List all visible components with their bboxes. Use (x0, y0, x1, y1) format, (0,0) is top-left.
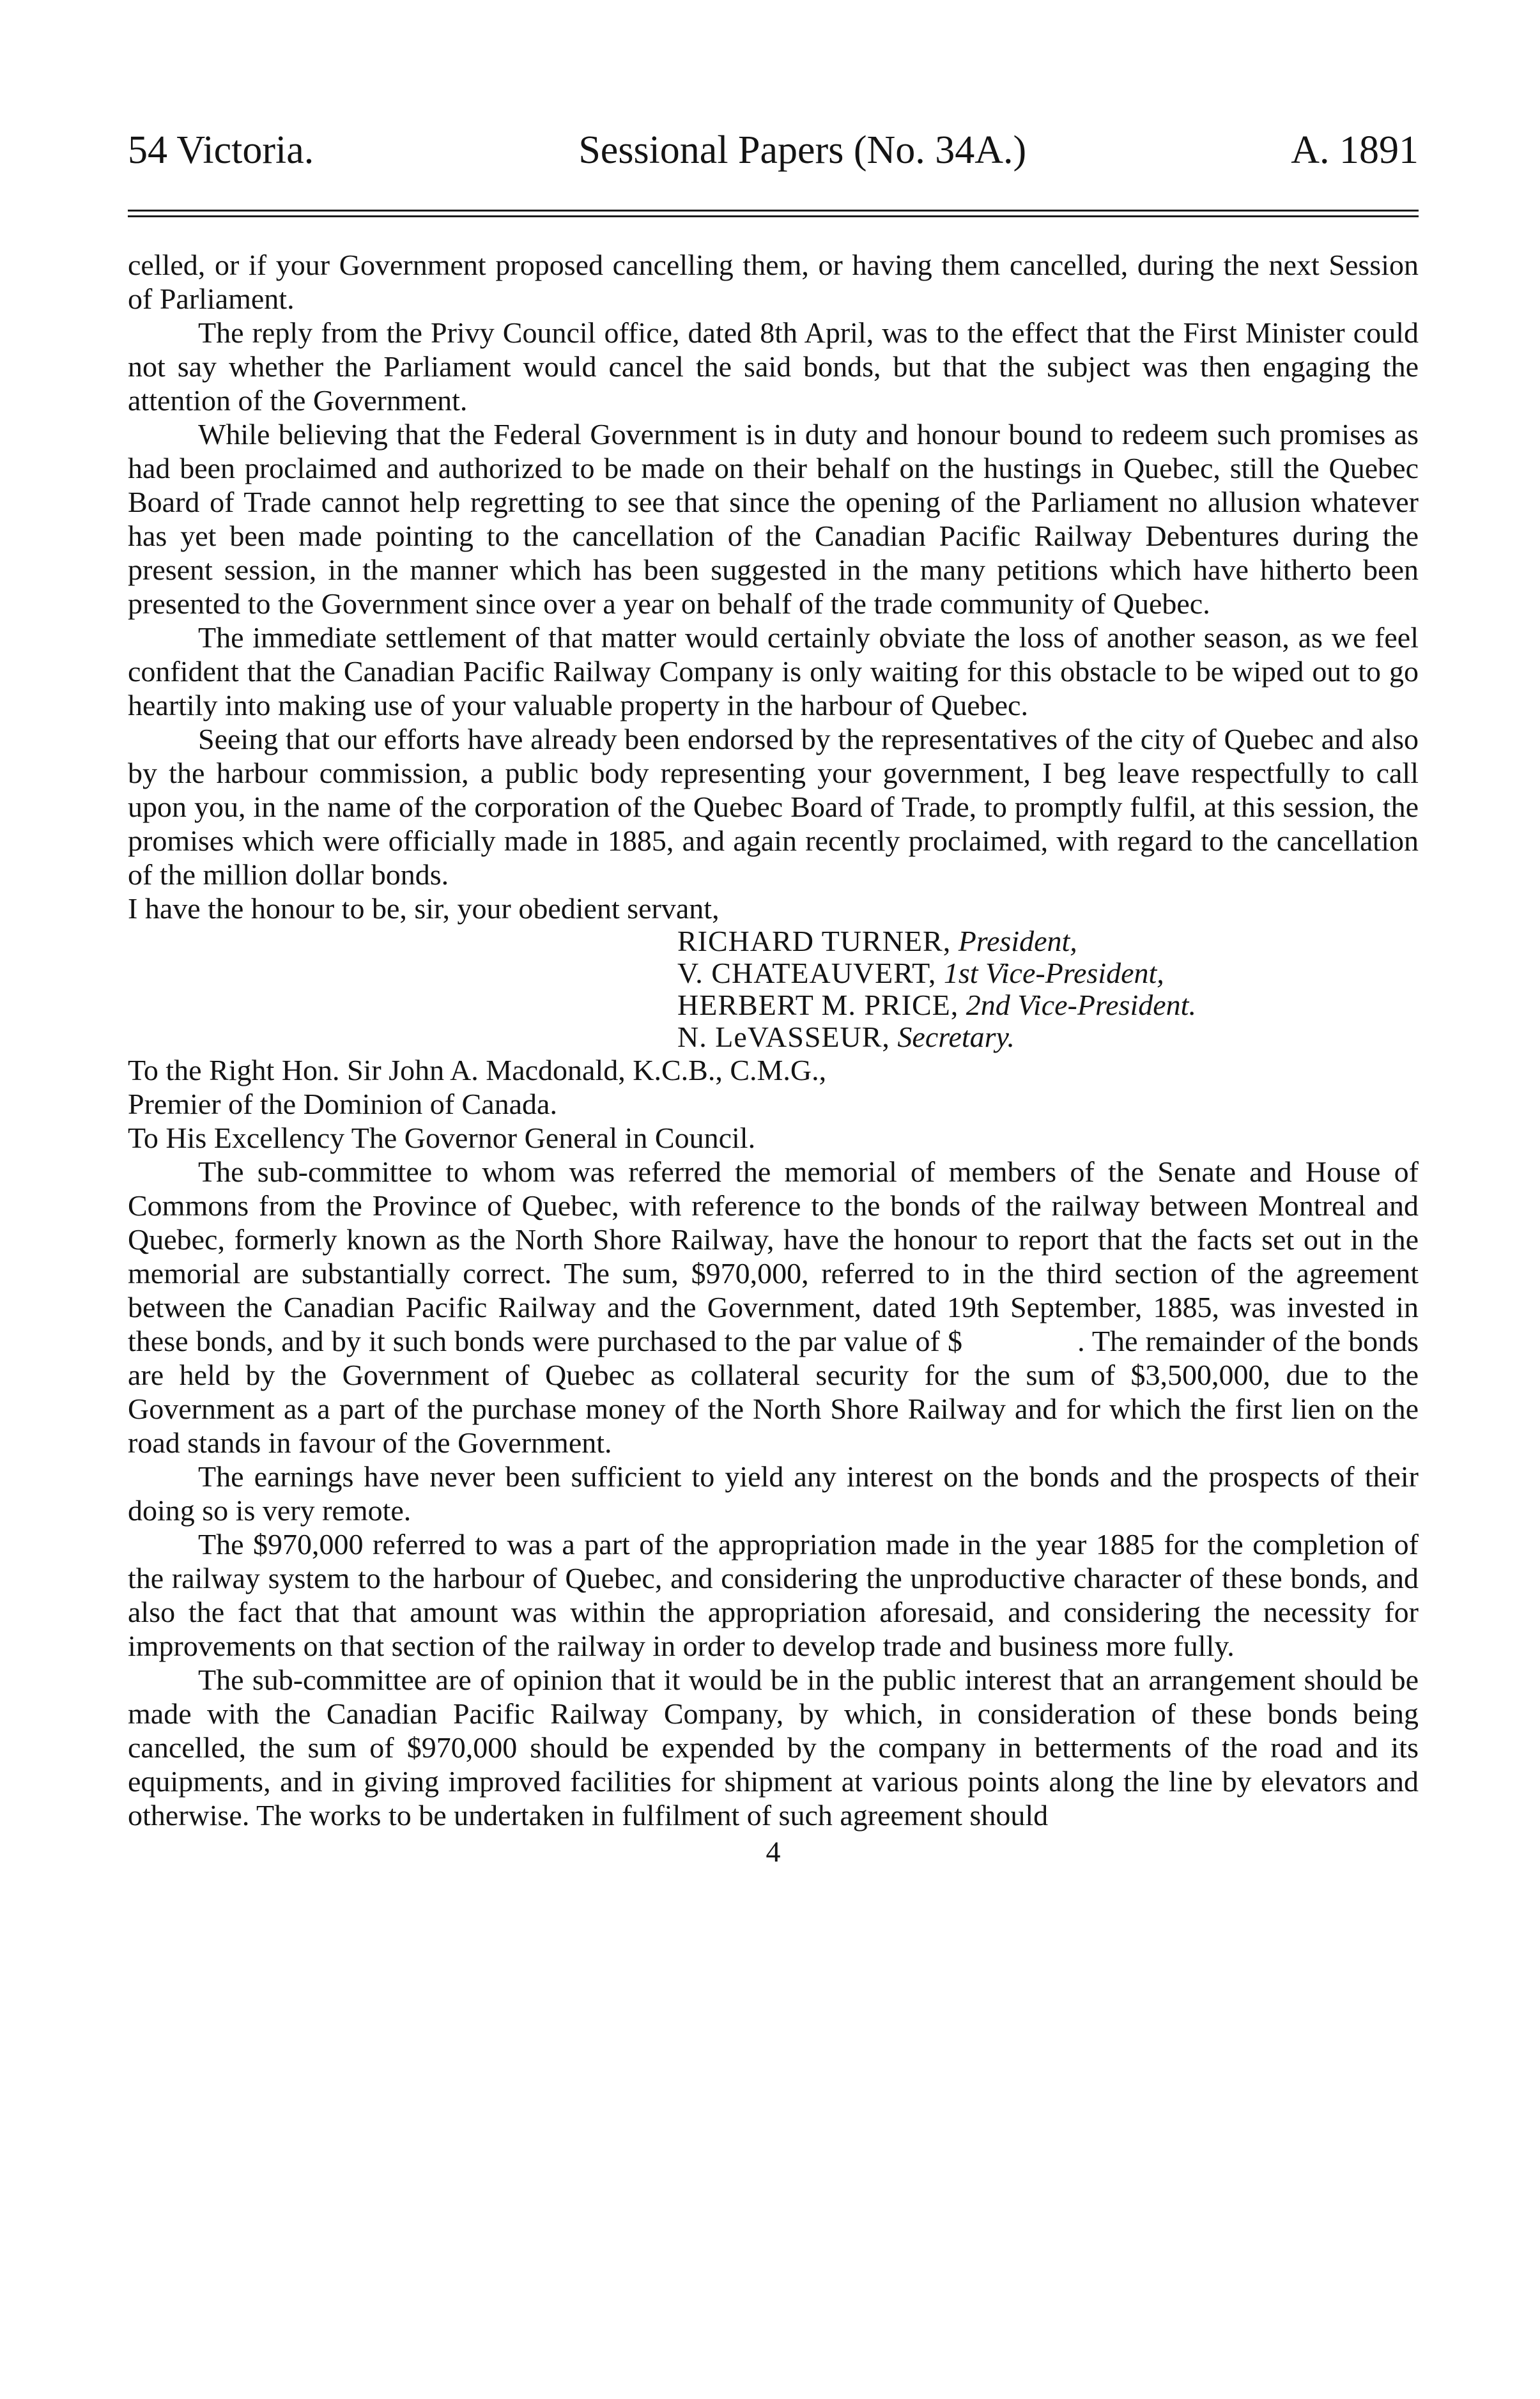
report-text-before-amount: The sub-committee to whom was referred the memorial of members of the Senate and House of Commons from the Province of Quebec, with reference to the bonds of the railway between Montreal and Quebec, formerly known as the North Shore Railway, have the honour to report that the facts set out in the memorial are substantially correct. The sum, $970,000, referred to in the third section of the agreement between the Canadian Pacific Railway and the Government, dated 19th September, 1885, was invested in these bonds, and by it such bonds were purchased to the par value of $ (128, 1155, 1419, 1357)
paragraph-immediate-settlement: The immediate settlement of that matter would certainly obviate the loss of another season, as we feel confident that the Canadian Pacific Railway Company is only waiting for this obstacle to be wiped out to go heartily into making use of your valuable property in the harbour of Quebec. (128, 621, 1419, 721)
signature-line (677, 957, 1419, 989)
signatory-name: V. CHATEAUVERT, (677, 957, 937, 989)
signatory-role: 2nd Vice-President. (966, 989, 1196, 1021)
paragraph-federal-government: While believing that the Federal Government is in duty and honour bound to redeem such promises as had been proclaimed and authorized to be made on their behalf on the hustings in Quebec, still the Quebec Board of Trade cannot help regretting to see that since the opening of the Parliament no allusion whatever has yet been made pointing to the cancellation of the Canadian Pacific Railway Debentures during the present session, in the manner which has been suggested in the many petitions which have hitherto been presented to the Government since over a year on behalf of the trade community of Quebec. (128, 418, 1419, 620)
signature-block (677, 925, 1419, 1053)
signatory-name: N. LeVASSEUR, (677, 1021, 890, 1053)
report-text-after-amount: . The remainder of the bonds are held by the Government of Quebec as collateral security for the sum of $3,500,000, due to the Government as a part of the purchase money of the North Shore Railway and for which the first lien on the road stands in favour of the Government. (128, 1325, 1419, 1459)
paragraph-sub-committee-report (128, 1155, 1419, 1460)
header-title: Sessional Papers (No. 34A.) (578, 128, 1027, 172)
running-header (128, 128, 1419, 192)
signatory-name: HERBERT M. PRICE, (677, 989, 959, 1021)
paragraph-continuation: celled, or if your Government proposed cancelling them, or having them cancelled, during the next Session of Parliament. (128, 249, 1419, 315)
header-double-rule (128, 210, 1419, 217)
header-volume: 54 Victoria. (128, 128, 314, 172)
paragraph-opinion: The sub-committee are of opinion that it would be in the public interest that an arrangement should be made with the Canadian Pacific Railway Company, by which, in consideration of these bonds being cancelled, the sum of $970,000 should be expended by the company in betterments of the road and its equipments, and in giving improved facilities for shipment at various points along the line by elevators and otherwise. The works to be undertaken in fulfilment of such agreement should (128, 1663, 1419, 1832)
signature-line (677, 989, 1419, 1021)
addressee-title: Premier of the Dominion of Canada. (128, 1088, 557, 1120)
signatory-role: President, (958, 925, 1077, 957)
report-salutation: To His Excellency The Governor General in Council. (128, 1122, 756, 1154)
signatory-name: RICHARD TURNER, (677, 925, 951, 957)
signature-line (677, 925, 1419, 957)
paragraph-earnings: The earnings have never been sufficient to yield any interest on the bonds and the prospects of their doing so is very remote. (128, 1460, 1419, 1527)
header-year: A. 1891 (1291, 128, 1419, 172)
signatory-role: 1st Vice-President, (943, 957, 1164, 989)
paragraph-appropriation: The $970,000 referred to was a part of the appropriation made in the year 1885 for the completion of the railway system to the harbour of Quebec, and considering the unproductive character of these bonds, and also the fact that that amount was within the appropriation aforesaid, and considering the necessity for improvements on that section of the railway in order to develop trade and business more fully. (128, 1528, 1419, 1662)
addressee-line: To the Right Hon. Sir John A. Macdonald, K.C.B., C.M.G., (128, 1054, 827, 1086)
paragraph-privy-council-reply: The reply from the Privy Council office, dated 8th April, was to the effect that the First Minister could not say whether the Parliament would cancel the said bonds, but that the subject was then engaging the attention of the Government. (128, 316, 1419, 417)
document-body (128, 248, 1419, 1832)
signature-line (677, 1021, 1419, 1053)
document-page (128, 128, 1419, 1869)
page-number: 4 (766, 1835, 781, 1868)
paragraph-efforts-endorsed: Seeing that our efforts have already been endorsed by the representatives of the city of Quebec and also by the harbour commission, a public body representing your government, I beg leave respectfully to call upon you, in the name of the corporation of the Quebec Board of Trade, to promptly fulfil, at this session, the promises which were officially made in 1885, and again recently proclaimed, with regard to the cancellation of the million dollar bonds. (128, 723, 1419, 891)
letter-closing: I have the honour to be, sir, your obedient servant, (128, 892, 720, 925)
signatory-role: Secretary. (897, 1021, 1015, 1053)
